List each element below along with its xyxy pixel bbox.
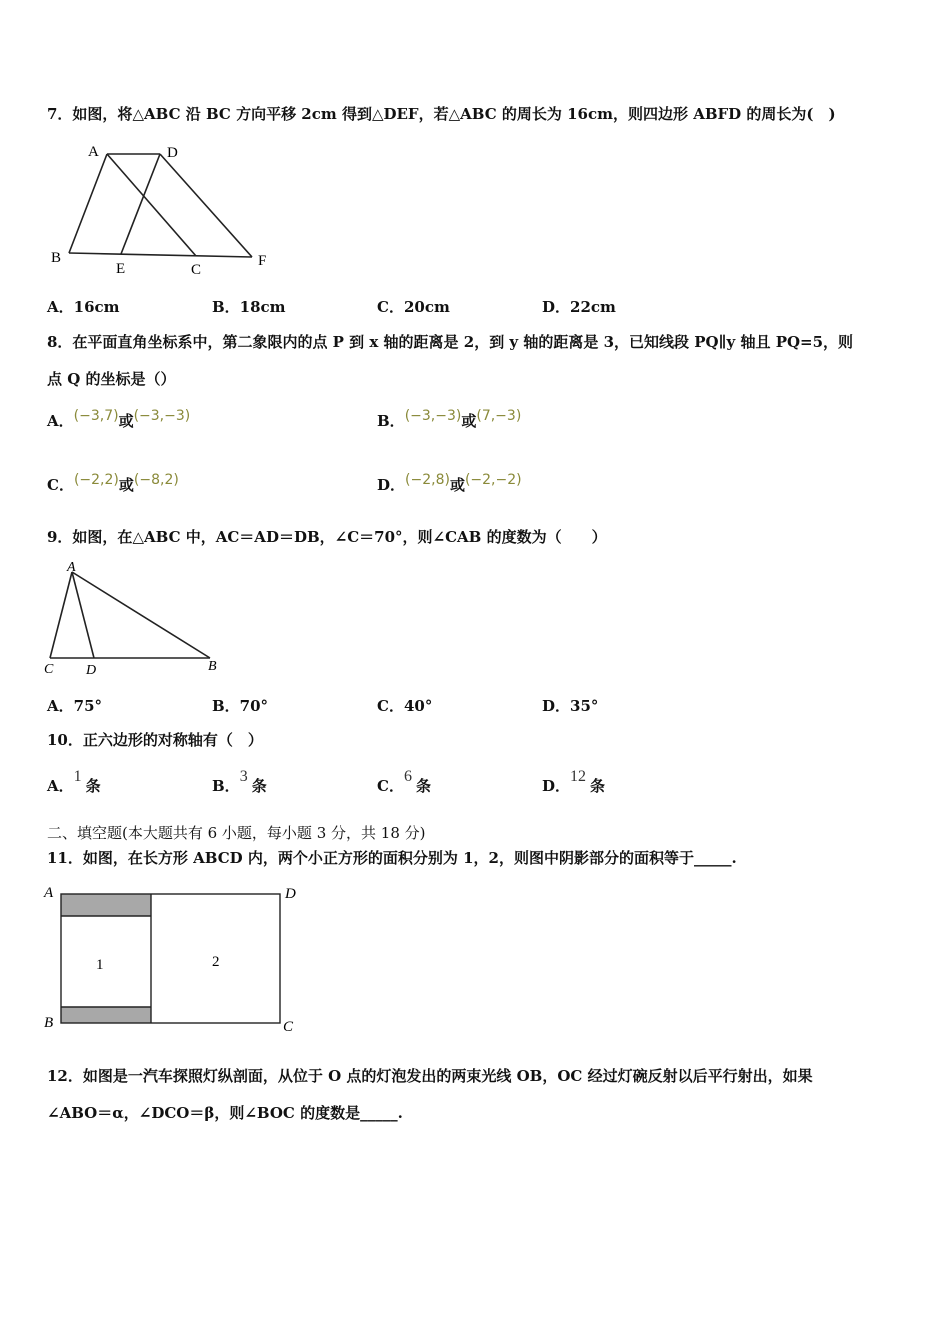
label-a: A: [67, 560, 76, 575]
q10-option-a: A．1条: [47, 768, 101, 795]
label-c: C: [283, 1019, 294, 1035]
segment-ab: [69, 154, 107, 253]
segment-df: [160, 154, 252, 257]
section-heading: 二、填空题(本大题共有 6 小题，每小题 3 分，共 18 分): [47, 824, 426, 842]
label-b: B: [44, 1015, 54, 1031]
square2-label: 2: [212, 954, 220, 970]
segment-bf: [69, 253, 252, 257]
q7-option-d: D．22cm: [542, 298, 616, 316]
q8-option-b: B．(−3,−3)或(7,−3): [377, 408, 522, 430]
q8-stem-line2: 点 Q 的坐标是（）: [47, 370, 176, 388]
q9-option-c: C．40°: [377, 697, 433, 715]
q9-option-a: A．75°: [47, 697, 103, 715]
square1-label: 1: [96, 957, 104, 973]
label-c: C: [191, 262, 202, 278]
q11-figure: [40, 880, 310, 1040]
label-c: C: [44, 662, 54, 677]
q10-stem: 10．正六边形的对称轴有（ ）: [47, 731, 263, 749]
q7-option-b: B．18cm: [212, 298, 286, 316]
label-e: E: [116, 261, 126, 277]
q9-stem: 9．如图，在△ABC 中，AC＝AD＝DB，∠C＝70°，则∠CAB 的度数为（ ）: [47, 528, 607, 546]
q10-option-d: D．12条: [542, 768, 606, 795]
q9-figure: [40, 556, 240, 681]
q8-option-a: A．(−3,7)或(−3,−3): [47, 408, 191, 430]
label-a: A: [88, 144, 99, 160]
label-d: D: [86, 663, 97, 678]
q8-option-c: C．(−2,2)或(−8,2): [47, 472, 179, 494]
q7-option-c: C．20cm: [377, 298, 450, 316]
segment-ac: [50, 572, 72, 658]
shaded-bottom: [61, 1007, 151, 1023]
label-b: B: [208, 659, 217, 674]
q12-stem-line2: ∠ABO＝α，∠DCO＝β，则∠BOC 的度数是_____.: [47, 1104, 403, 1122]
label-f: F: [258, 253, 267, 269]
q8-option-d: D．(−2,8)或(−2,−2): [377, 472, 522, 494]
q7-option-a: A．16cm: [47, 298, 120, 316]
q7-figure: [44, 140, 284, 280]
segment-ad: [72, 572, 94, 658]
q11-stem: 11．如图，在长方形 ABCD 内，两个小正方形的面积分别为 1，2，则图中阴影部分的面积等于_____.: [47, 849, 737, 867]
label-d: D: [167, 145, 178, 161]
q8-stem-line1: 8．在平面直角坐标系中，第二象限内的点 P 到 x 轴的距离是 2，到 y 轴的距离是 3，已知线段 PQ∥y 轴且 PQ=5，则: [47, 333, 854, 351]
shaded-top: [61, 894, 151, 916]
segment-de: [121, 154, 160, 254]
q10-option-c: C．6条: [377, 768, 431, 795]
label-d: D: [285, 886, 296, 902]
segment-ab: [72, 572, 210, 658]
label-b: B: [51, 250, 62, 266]
segment-ac: [107, 154, 196, 256]
q7-stem: 7．如图，将△ABC 沿 BC 方向平移 2cm 得到△DEF，若△ABC 的周长为 16cm，则四边形 ABFD 的周长为( ): [47, 105, 836, 123]
q9-option-d: D．35°: [542, 697, 599, 715]
q10-option-b: B．3条: [212, 768, 267, 795]
q12-stem-line1: 12．如图是一汽车探照灯纵剖面，从位于 O 点的灯泡发出的两束光线 OB，OC 经过灯碗反射以后平行射出，如果: [47, 1067, 813, 1085]
label-a: A: [44, 885, 54, 901]
q9-option-b: B．70°: [212, 697, 269, 715]
